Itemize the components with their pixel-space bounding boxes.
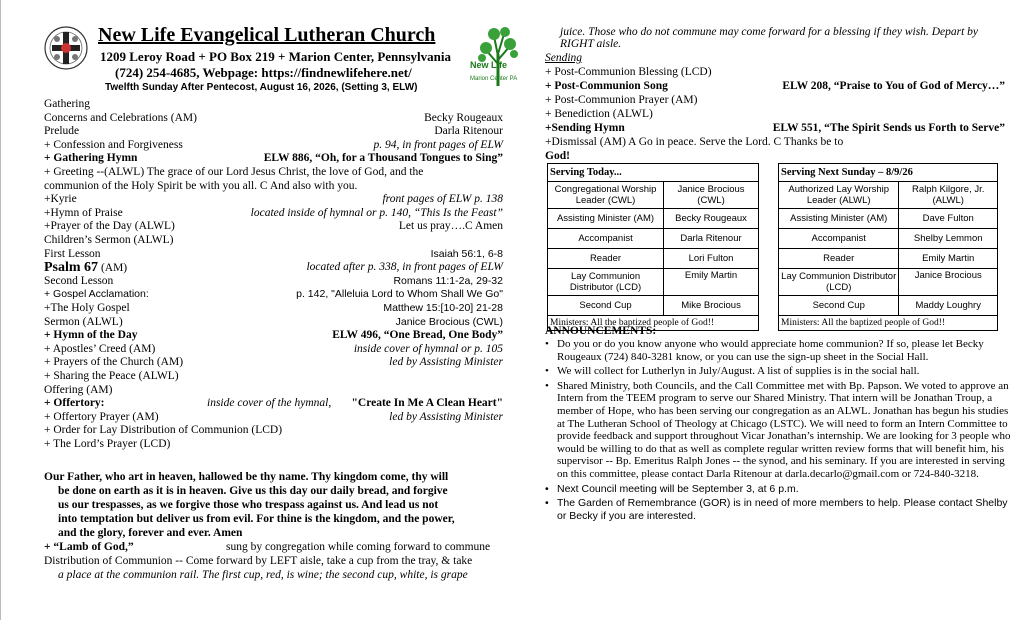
service-item-label: Children’s Sermon (ALWL)	[44, 234, 174, 246]
service-item-label: Second Lesson	[44, 275, 114, 287]
service-item-label: + Offertory:	[44, 397, 105, 409]
distribution-continued-2: RIGHT aisle.	[560, 38, 622, 50]
service-item-label: +Hymn of Praise	[44, 207, 123, 219]
service-item-detail: located inside of hymnal or p. 140, “This Is the Feast”	[250, 207, 503, 219]
serving-role: Second Cup	[548, 296, 664, 316]
sending-item: Sending	[545, 52, 583, 64]
service-item-label: + Greeting --(ALWL) The grace of our Lord Jesus Christ, the love of God, and the	[44, 166, 424, 178]
service-item-label: Concerns and Celebrations (AM)	[44, 112, 197, 124]
sending-item: God!	[545, 150, 570, 162]
sending-item: + Post-Communion Song	[545, 80, 668, 92]
service-item	[44, 424, 282, 437]
prayer-line: into temptation but deliver us from evil. For thine is the kingdom, and the power,	[58, 513, 455, 525]
logo-text-new: New Life	[470, 60, 508, 70]
distribution-line-2: a place at the communion rail. The first cup, red, is wine; the second cup, white, is grape	[58, 569, 468, 581]
service-item	[44, 343, 155, 356]
serving-table-footer: Ministers: All the baptized people of God!!	[779, 316, 998, 331]
service-item	[44, 411, 159, 424]
serving-person: Lori Fulton	[664, 249, 759, 269]
service-item-label: + Sharing the Peace (ALWL)	[44, 370, 179, 382]
serving-row	[779, 269, 998, 296]
serving-person: Emily Martin	[664, 269, 759, 296]
serving-next-table	[778, 163, 998, 331]
service-item-label: + Apostles’ Creed (AM)	[44, 343, 156, 355]
service-item-note: inside cover of the hymnal,	[207, 397, 332, 409]
service-item	[44, 438, 170, 451]
service-item	[44, 329, 137, 342]
service-item	[44, 234, 173, 247]
service-item	[44, 180, 357, 193]
service-item	[44, 152, 137, 165]
service-item-detail: located after p. 338, in front pages of ELW	[306, 261, 503, 273]
service-item	[44, 193, 77, 206]
service-item-label: + The Lord’s Prayer (LCD)	[44, 438, 171, 450]
serving-role: Lay Communion Distributor (LCD)	[779, 269, 899, 296]
service-item-detail: Matthew 15:[10-20] 21-28	[383, 302, 503, 314]
service-item-label: +The Holy Gospel	[44, 302, 130, 314]
serving-person: Janice Brocious	[899, 269, 998, 296]
announcements-list	[545, 338, 1015, 524]
service-item-detail: ELW 886, “Oh, for a Thousand Tongues to Sing”	[263, 152, 503, 164]
serving-person: Ralph Kilgore, Jr. (ALWL)	[899, 182, 998, 209]
prayer-line: be done on earth as it is in heaven. Give us this day our daily bread, and forgive	[58, 485, 448, 497]
serving-row	[779, 182, 998, 209]
announcement-item: • Do you or do you know anyone who would appreciate home communion? If so, please let Becky Rougeaux (724) 840-3281 know, or you can use the sign-up sheet in the Social Hall.	[545, 338, 1015, 363]
service-item-label: Gathering	[44, 98, 90, 110]
lamb-of-god-text: sung by congregation while coming forward to commune	[226, 541, 491, 553]
serving-person: Mike Brocious	[664, 296, 759, 316]
church-address: 1209 Leroy Road + PO Box 219 + Marion Center, Pennsylvania	[100, 49, 452, 64]
service-item-detail: Janice Brocious (CWL)	[395, 316, 503, 328]
service-item-label: First Lesson	[44, 248, 101, 260]
serving-role: Congregational Worship Leader (CWL)	[548, 182, 664, 209]
prayer-line: and the glory, forever and ever. Amen	[58, 527, 243, 539]
service-item	[44, 207, 123, 220]
serving-table-title: Serving Today...	[548, 164, 759, 182]
serving-role: Second Cup	[779, 296, 899, 316]
serving-row	[548, 296, 759, 316]
service-item-label: +Prayer of the Day (ALWL)	[44, 220, 175, 232]
sending-item-detail: ELW 551, “The Spirit Sends us Forth to Serve”	[772, 122, 1005, 134]
service-item-detail: led by Assisting Minister	[389, 411, 503, 423]
service-item	[44, 316, 123, 329]
elca-cross-logo-icon	[44, 26, 88, 70]
serving-person: Shelby Lemmon	[899, 229, 998, 249]
service-item	[44, 220, 175, 233]
service-item	[44, 384, 112, 397]
service-item-label: Offering (AM)	[44, 384, 113, 396]
service-item-label: + Order for Lay Distribution of Communion (LCD)	[44, 424, 283, 436]
service-item	[44, 261, 127, 275]
service-item-role: (AM)	[98, 262, 128, 274]
service-item-detail: Romans 11:1-2a, 29-32	[393, 275, 503, 287]
serving-row	[548, 209, 759, 229]
announcement-item: • Shared Ministry, both Councils, and the Call Committee met with Bp. Papson. We voted to approve an Intern from the TEEM program to serve our Shared Ministry. That intern will be Jonathan Troup, a member of Hope, who has been serving our congregation as an ALWL. Jonathan has begun his studies at The Lutheran School of Theology at Chicago (LSTC). We will need to form an Intern Committee to provide feedback and support throughout Vicar Jonathan’s internship. We are looking for 3 people who would be willing to do that as well as complete regular written review forms that will benefit him, his supervisor -- Bp. Emeritus Ralph Jones -- the synod, and his seminary. If you are interested in serving on this committee, please contact Darla Ritenour at darla.decarlo@gmail.com or 724-840-3218.	[545, 380, 1015, 481]
service-item-label: + Gospel Acclamation:	[44, 288, 149, 300]
service-item-detail: Becky Rougeaux	[424, 112, 503, 124]
service-item	[44, 139, 183, 152]
serving-row	[548, 269, 759, 296]
service-item-detail: Isaiah 56:1, 6-8	[430, 248, 503, 260]
service-item	[44, 125, 79, 138]
service-item-detail: led by Assisting Minister	[389, 356, 503, 368]
serving-role: Assisting Minister (AM)	[548, 209, 664, 229]
greeting-response: communion of the Holy Spirit be with you all. C And also with you.	[44, 180, 358, 192]
service-item-label: + Prayers of the Church (AM)	[44, 356, 184, 368]
serving-role: Accompanist	[548, 229, 664, 249]
prayer-line: Our Father, who art in heaven, hallowed be thy name. Thy kingdom come, thy will	[44, 471, 449, 483]
serving-table-title: Serving Next Sunday – 8/9/26	[779, 164, 998, 182]
sending-item-detail: ELW 208, “Praise to You of God of Mercy…”	[782, 80, 1005, 92]
serving-row	[779, 229, 998, 249]
service-item	[44, 356, 183, 369]
church-phone-website: (724) 254-4685, Webpage: https://findnewlifehere.net/	[115, 65, 412, 80]
serving-row	[548, 229, 759, 249]
church-title: New Life Evangelical Lutheran Church	[98, 24, 436, 46]
serving-person: Becky Rougeaux	[664, 209, 759, 229]
service-item-detail: Darla Ritenour	[434, 125, 503, 137]
announcement-item: • We will collect for Lutherlyn in July/August. A list of supplies is in the social hall.	[545, 365, 1015, 378]
service-item	[44, 275, 113, 288]
serving-role: Lay Communion Distributor (LCD)	[548, 269, 664, 296]
service-item-detail: "Create In Me A Clean Heart"	[351, 397, 503, 409]
sending-item: + Benediction (ALWL)	[545, 108, 653, 120]
serving-person: Darla Ritenour	[664, 229, 759, 249]
serving-person: Dave Fulton	[899, 209, 998, 229]
sending-item: +Sending Hymn	[545, 122, 625, 134]
service-item	[44, 288, 149, 301]
service-item-label: Prelude	[44, 125, 80, 137]
service-item-detail: p. 94, in front pages of ELW	[373, 139, 503, 151]
serving-person: Janice Brocious (CWL)	[664, 182, 759, 209]
announcements-title: ANNOUNCEMENTS:	[545, 325, 657, 337]
service-item	[44, 166, 423, 179]
lamb-of-god	[44, 541, 134, 554]
page-edge	[0, 0, 1, 620]
service-item-label: + Offertory Prayer (AM)	[44, 411, 159, 423]
serving-role: Reader	[548, 249, 664, 269]
sending-item: + Post-Communion Blessing (LCD)	[545, 66, 712, 78]
sending-item: +Dismissal (AM) A Go in peace. Serve the Lord. C Thanks be to	[545, 136, 844, 148]
service-item	[44, 370, 179, 383]
serving-row	[548, 182, 759, 209]
lamb-of-god-label: + “Lamb of God,”	[44, 541, 134, 553]
service-date: Twelfth Sunday After Pentecost, August 16, 2026, (Setting 3, ELW)	[105, 82, 418, 93]
service-item-label: Psalm 67	[44, 260, 99, 275]
logo-text-place: Marion Center PA	[470, 76, 518, 82]
service-item-label: Sermon (ALWL)	[44, 316, 123, 328]
service-item-detail: inside cover of hymnal or p. 105	[353, 343, 503, 355]
service-item	[44, 302, 130, 315]
prayer-line: us our trespasses, as we forgive those who trespass against us. And lead us not	[58, 499, 439, 511]
serving-role: Authorized Lay Worship Leader (ALWL)	[779, 182, 899, 209]
service-item-label: +Kyrie	[44, 193, 77, 205]
service-item-label: + Hymn of the Day	[44, 329, 138, 341]
service-item-detail: ELW 496, “One Bread, One Body”	[332, 329, 503, 341]
service-item	[44, 98, 90, 111]
lamb-of-god-instruction	[226, 541, 490, 554]
service-item	[44, 112, 197, 125]
serving-person: Maddy Loughry	[899, 296, 998, 316]
service-item	[44, 397, 105, 410]
serving-today-table	[547, 163, 759, 331]
service-item-detail: p. 142, "Alleluia Lord to Whom Shall We Go"	[296, 288, 503, 300]
new-life-tree-logo-icon	[468, 24, 528, 94]
serving-row	[779, 296, 998, 316]
serving-row	[779, 249, 998, 269]
service-item-label: + Gathering Hymn	[44, 152, 138, 164]
service-item-detail: front pages of ELW p. 138	[382, 193, 503, 205]
serving-role: Accompanist	[779, 229, 899, 249]
sending-item: + Post-Communion Prayer (AM)	[545, 94, 698, 106]
announcement-item: • The Garden of Remembrance (GOR) is in need of more members to help. Please contact Shelby or Becky if you are interested.	[545, 497, 1015, 522]
serving-row	[779, 209, 998, 229]
serving-role: Reader	[779, 249, 899, 269]
serving-table-footer: Ministers: All the baptized people of God!!	[548, 316, 759, 331]
serving-role: Assisting Minister (AM)	[779, 209, 899, 229]
distribution-line-1: Distribution of Communion -- Come forward by LEFT aisle, take a cup from the tray, & take	[44, 555, 473, 567]
serving-row	[548, 249, 759, 269]
announcement-item: • Next Council meeting will be September 3, at 6 p.m.	[545, 483, 1015, 496]
service-item-detail: Let us pray….C Amen	[398, 220, 503, 232]
distribution-continued-1: juice. Those who do not commune may come forward for a blessing if they wish. Depart by	[560, 26, 979, 38]
serving-person: Emily Martin	[899, 249, 998, 269]
service-item-label: + Confession and Forgiveness	[44, 139, 183, 151]
